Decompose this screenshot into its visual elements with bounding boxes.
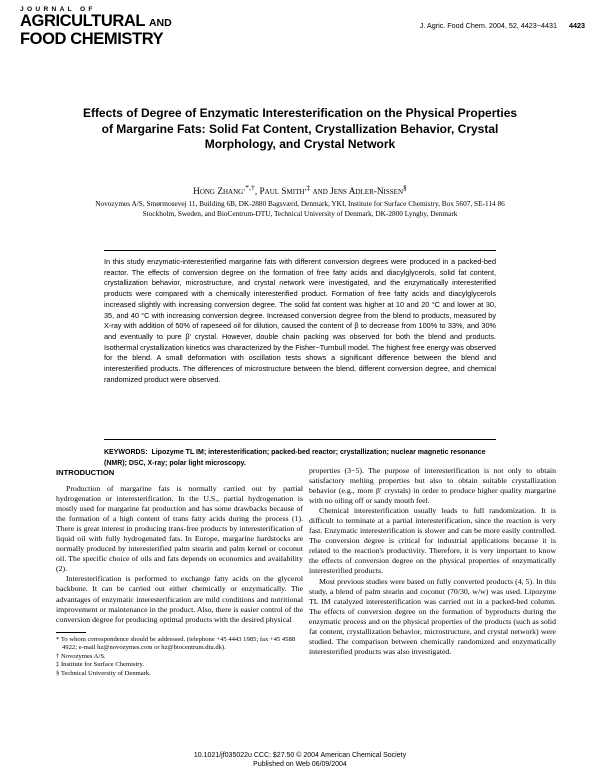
page-number: 4423 — [569, 21, 585, 30]
keywords-text: Lipozyme TL IM; interesterification; packed-bed reactor; crystallization; nuclear magnetic resonance (NMR); DSC, X-ray; polar light microscopy. — [104, 449, 486, 467]
author-separator: and — [310, 187, 331, 198]
body-paragraph: Most previous studies were based on fully converted products (4, 5). In this study, a blend of palm stearin and coconut (70/30, w/w) was used. Lipozyme TL IM catalyzed interesterification was carried out in a packed-bed column. The effects of conversion degree on the formation of byproducts during the enzymatic process and on the physical properties of the products (such as solid fat content, crystallization behavior, microstructure, and crystal network) were studied. The comparison between chemically randomized and enzymatically interesterified products was also investigated. — [309, 576, 556, 656]
author-list — [60, 183, 540, 197]
footer-doi: 10.1021/jf035022u CCC: $27.50 © 2004 American Chemical Society — [193, 752, 407, 759]
article-title: Effects of Degree of Enzymatic Interesterification on the Physical Properties of Margarine Fats: Solid Fat Content, Crystallization Behavior, Crystal Morphology, and Crystal Network — [82, 106, 518, 152]
section-heading-introduction: INTRODUCTION — [56, 468, 115, 477]
footer-published: Published on Web 06/09/2004 — [253, 760, 347, 768]
keywords-label: KEYWORDS: — [104, 449, 148, 456]
body-paragraph: Interesterification is performed to exchange fatty acids on the glycerol backbone. It can be carried out either chemically or enzymatically. The advantages of enzymatic interesterification are mild conditions and nutritional improvement or maintenance in the product. Also, there is easier control of the conversion degree for producing optimal products with the desired physical — [56, 574, 303, 624]
body-paragraph: properties (3−5). The purpose of interesterification is not only to obtain satisfactory melting properties but also to obtain suitable crystallization behavior (e.g., more β′ crystals) in order to produce higher quality margarine with no oiling off or sandy mouth feel. — [309, 466, 556, 506]
author-name: Paul Smith — [259, 187, 305, 198]
page-footer — [0, 752, 600, 769]
affiliation: Novozymes A/S, Smørmosevej 11, Building 6B, DK-2880 Bagsværd, Denmark, YKI, Institute for Surface Chemistry, Box 5607, SE-114 86 Stockholm, Sweden, and BioCentrum-DTU, Technical University of Denmark, DK-2800 Lyngby, Denmark — [95, 199, 505, 218]
abstract-bottom-rule — [104, 439, 496, 440]
author-mark: ,‡ — [304, 183, 311, 192]
abstract: In this study enzymatic-interesterified margarine fats with different conversion degrees were produced in a packed-bed reactor. The effects of conversion degree on the formation of free fatty acids and diacylglycerols, solid fat content, crystallization behavior, microstructure, and crystal network were investigated, and the enzymatically interesterified products were compared with a chemically interesterified product. Formation of free fatty acids and diacylglycerols increased slightly with increasing conversion degree. The solid fat content was higher at 10 and 20 °C and lower at 30, 35, and 40 °C with increasing conversion degree. Increased conversion degree from the blend to products, measured by X-ray with addition of 50% of rapeseed oil for dilution, caused the content of β to decrease from 100% to 33%, and 30% and eventually to pure β′ crystal. However, double chain packing was observed for both the blend and products. Isothermal crystallization kinetics was characterized by the Fisher−Turnbull model. The highest free energy was observed for the blend. A small deformation with oscillation tests shows a significant difference between the blend and interesterified products. The differences of microstructure between the blend, different conversion degree, and chemical randomized product were observed. — [104, 257, 496, 384]
body-column-left — [56, 484, 303, 625]
author-separator: , — [254, 187, 260, 198]
journal-logo-line1 — [20, 13, 220, 31]
footnotes — [56, 636, 303, 678]
footnote: * To whom correspondence should be addressed. (telephone +45 4443 1985; fax +45 4588 4922; e-mail hz@novozymes.com or hz@biocentrum.dtu.dk). — [56, 636, 296, 652]
journal-logo-and: AND — [148, 17, 172, 29]
journal-logo-line2: FOOD CHEMISTRY — [20, 30, 164, 48]
citation-line — [420, 21, 585, 30]
citation-text: J. Agric. Food Chem. 2004, 52, 4423−4431 — [419, 21, 557, 30]
footnote: † Novozymes A/S. — [56, 652, 106, 660]
author-name: Hong Zhang — [193, 187, 244, 198]
body-column-right — [309, 466, 556, 657]
footnote: ‡ Institute for Surface Chemistry. — [56, 661, 145, 669]
author-mark: § — [403, 183, 407, 192]
body-paragraph: Production of margarine fats is normally carried out by partial hydrogenation or interesterification. In the U.S., partial hydrogenation is mostly used for margarine fat production and has some drawbacks because of the formation of a high content of trans fatty acids during the process (1). There is great interest in producing trans-free products by interesterification of liquid oil with fully hydrogenated fats. In Europe, margarine hardstocks are normally produced by interesterified palm stearin and palm kernel or coconut oil. The specific choice of oils and fats depends on economics and availability (2). — [56, 484, 303, 574]
author-mark: ,*,† — [243, 183, 255, 192]
abstract-top-rule — [104, 250, 496, 251]
journal-logo — [20, 6, 220, 47]
journal-logo-word: AGRICULTURAL — [20, 12, 145, 30]
journal-logo-top: JOURNAL OF — [20, 6, 96, 13]
footnote-rule — [56, 632, 86, 633]
author-name: Jens Adler-Nissen — [330, 187, 403, 198]
body-paragraph: Chemical interesterification usually leads to full randomization. It is difficult to terminate at a partial interesterification, since the reaction is very fast. Enzymatic interesterification is slower and can be more easily controlled. The conversion degree is critical for industrial applications because it is related to the reaction's productivity. Therefore, it is very important to know the effects of conversion degree on the physical properties of enzymatically interesterified products. — [309, 506, 556, 576]
footnote: § Technical University of Denmark. — [56, 669, 151, 677]
